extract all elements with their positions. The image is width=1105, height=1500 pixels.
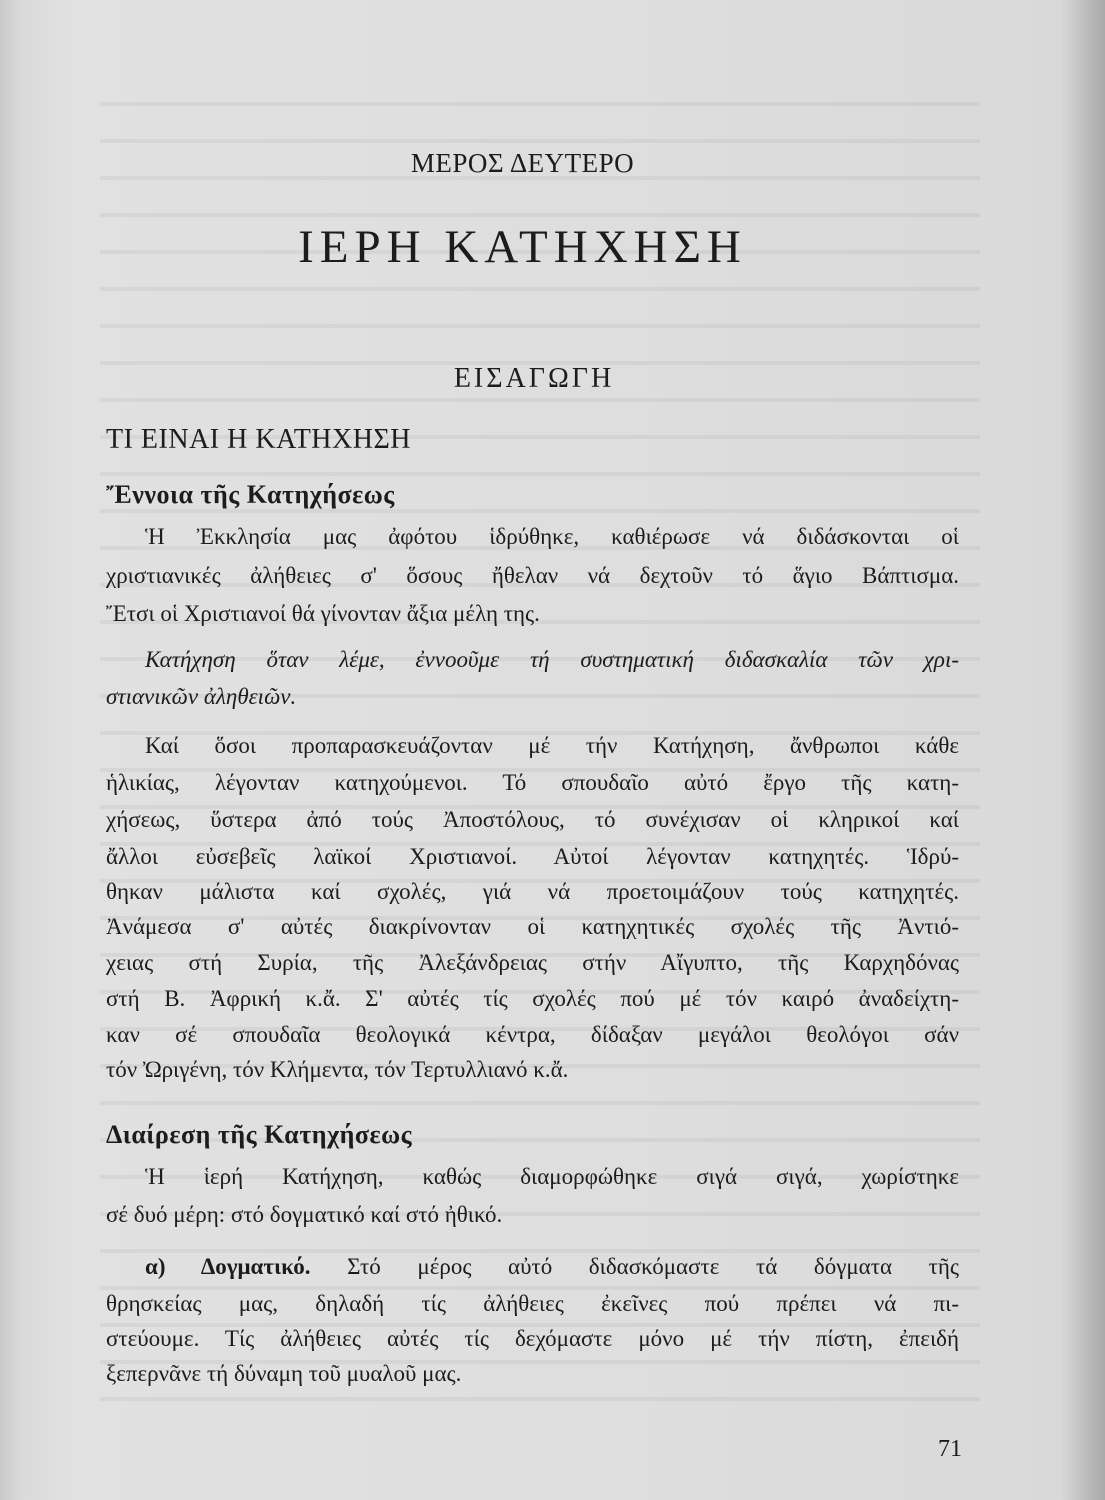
paragraph-line: Ἀνάμεσα σ' αὐτές διακρίνονταν οἱ κατηχητικές σχολές τῆς Ἀντιό- — [106, 914, 959, 939]
paragraph-line: Ἡ ἱερή Κατήχηση, καθώς διαμορφώθηκε σιγά σιγά, χωρίστηκε — [145, 1164, 959, 1189]
part-title: ΜΕΡΟΣ ΔΕΥΤΕΡΟ — [410, 148, 635, 178]
paragraph-line: στεύουμε. Τίς ἀλήθειες αὐτές τίς δεχόμαστε μόνο μέ τήν πίστη, ἐπειδή — [106, 1326, 959, 1351]
page-number: 71 — [938, 1436, 962, 1462]
paragraph-line: ξεπερνᾶνε τή δύναμη τοῦ μυαλοῦ μας. — [106, 1361, 462, 1386]
paragraph-line — [145, 1252, 959, 1282]
paragraph-line: ἡλικίας, λέγονταν κατηχούμενοι. Τό σπουδαῖο αὐτό ἔργο τῆς κατη- — [106, 770, 959, 795]
lead-term: α) Δογματικό. — [145, 1254, 311, 1279]
main-title: ΙΕΡΗ ΚΑΤΗΧΗΣΗ — [298, 221, 747, 273]
definition-line: στιανικῶν ἀληθειῶν. — [106, 684, 297, 709]
paragraph-line: χήσεως, ὕστερα ἀπό τούς Ἀποστόλους, τό συνέχισαν οἱ κληρικοί καί — [106, 807, 959, 832]
paragraph-line: χριστιανικές ἀλήθειες σ' ὅσους ἤθελαν νά δεχτοῦν τό ἅγιο Βάπτισμα. — [106, 563, 959, 588]
paragraph-line: στή Β. Ἀφρική κ.ἄ. Σ' αὐτές τίς σχολές πού μέ τόν καιρό ἀναδείχτη- — [106, 986, 959, 1011]
subsection-heading: Διαίρεση τῆς Κατηχήσεως — [106, 1120, 413, 1149]
paragraph-line: σέ δυό μέρη: στό δογματικό καί στό ἠθικό. — [106, 1202, 503, 1227]
paragraph-line: θρησκείας μας, δηλαδή τίς ἀλήθειες ἐκεῖνες πού πρέπει νά πι- — [106, 1291, 959, 1316]
paragraph-line: Καί ὅσοι προπαρασκευάζονταν μέ τήν Κατήχηση, ἄνθρωποι κάθε — [145, 733, 959, 758]
paragraph-text: Στό μέρος αὐτό διδασκόμαστε τά δόγματα τῆς — [347, 1254, 959, 1279]
paragraph-line: χειας στή Συρία, τῆς Ἀλεξάνδρειας στήν Αἴγυπτο, τῆς Καρχηδόνας — [106, 950, 959, 975]
paragraph-line: ἄλλοι εὐσεβεῖς λαϊκοί Χριστιανοί. Αὐτοί λέγονταν κατηχητές. Ἱδρύ- — [106, 844, 959, 869]
paragraph-line: καν σέ σπουδαῖα θεολογικά κέντρα, δίδαξαν μεγάλοι θεολόγοι σάν — [106, 1022, 959, 1047]
subsection-heading: Ἔννοια τῆς Κατηχήσεως — [106, 480, 395, 509]
definition-line: Κατήχηση ὅταν λέμε, ἐννοοῦμε τή συστηματική διδασκαλία τῶν χρι- — [145, 647, 959, 672]
section-title: ΕΙΣΑΓΩΓΗ — [453, 363, 615, 394]
paragraph-line: Ἔτσι οἱ Χριστιανοί θά γίνονταν ἄξια μέλη της. — [106, 601, 540, 626]
chapter-title: ΤΙ ΕΙΝΑΙ Η ΚΑΤΗΧΗΣΗ — [106, 424, 411, 455]
paragraph-line: Ἡ Ἐκκλησία μας ἀφότου ἱδρύθηκε, καθιέρωσε νά διδάσκονται οἱ — [145, 524, 959, 549]
paragraph-line: τόν Ὠριγένη, τόν Κλήμεντα, τόν Τερτυλλιανό κ.ἄ. — [106, 1057, 569, 1082]
paragraph-line: θηκαν μάλιστα καί σχολές, γιά νά προετοιμάζουν τούς κατηχητές. — [106, 879, 959, 904]
